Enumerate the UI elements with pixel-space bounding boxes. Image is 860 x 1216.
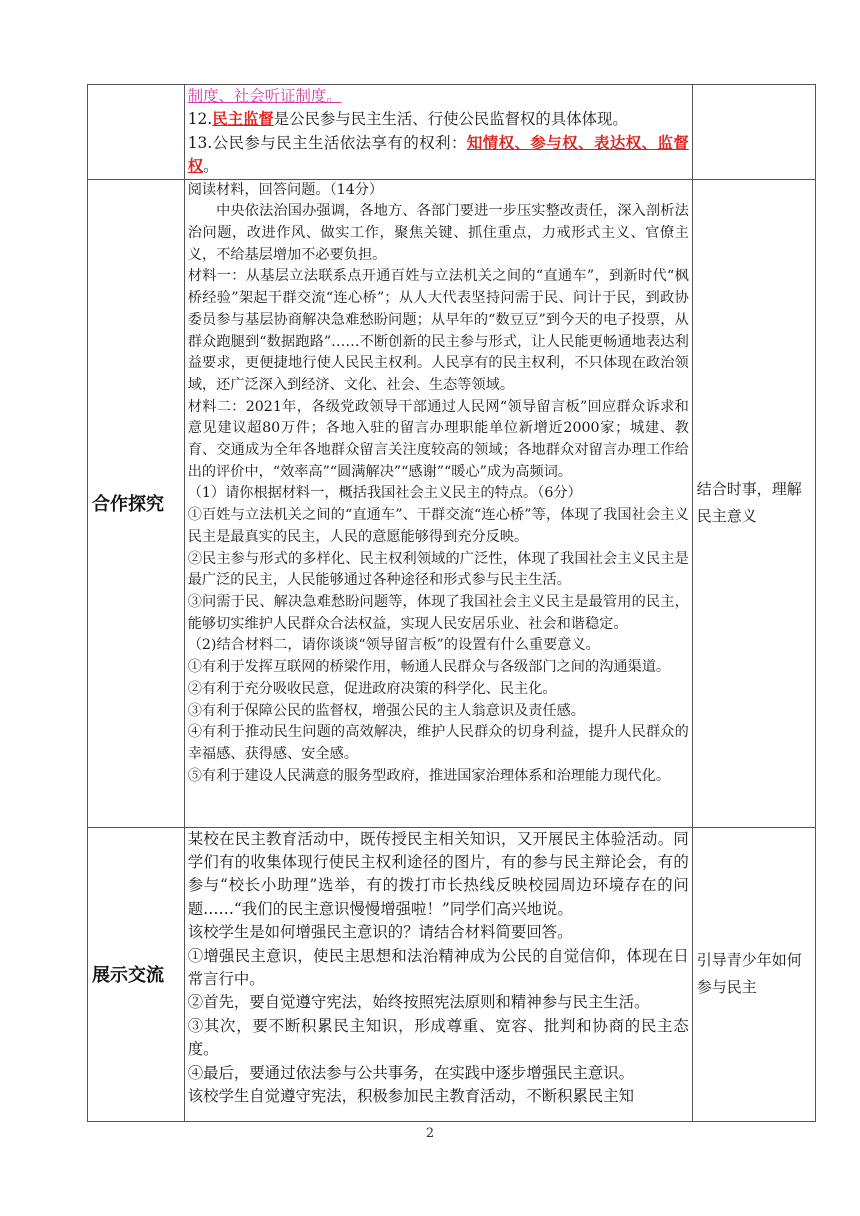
- answer-2-item: ③有利于保障公民的监督权，增强公民的主人翁意识及责任感。: [187, 702, 585, 719]
- knowledge-line-continued: 制度、社会听证制度。: [187, 87, 342, 105]
- answer-2-item: ①有利于发挥互联网的桥梁作用，畅通人民群众与各级部门之间的沟通渠道。: [187, 659, 671, 676]
- presentation-answer: ①增强民主意识，使民主思想和法治精神成为公民的自觉信仰，体现在日常言行中。: [187, 946, 689, 989]
- table-row-cooperative: [88, 179, 816, 827]
- design-note-cooperative: 结合时事，理解民主意义: [692, 179, 815, 827]
- section-label-presentation: 展示交流: [88, 827, 185, 1121]
- presentation-material: 某校在民主教育活动中，既传授民主相关知识，又开展民主体验活动。同学们有的收集体现行使民主权利途径的图片，有的参与民主辩论会，有的参与“校长小助理”选举，有的拨打市长热线反映校园周边环境存在的问题……“我们的民主意识慢慢增强啦！”同学们高兴地说。: [187, 829, 689, 918]
- table-row-knowledge: [88, 85, 816, 180]
- answer-2-item: ④有利于推动民生问题的高效解决，维护人民群众的切身利益，提升人民群众的幸福感、获得感、安全感。: [187, 724, 689, 762]
- section-label-cooperative: 合作探究: [88, 179, 185, 827]
- design-note-presentation: 引导青少年如何参与民主: [692, 827, 815, 1121]
- answer-1-item: ②民主参与形式的多样化、民主权利领域的广泛性，体现了我国社会主义民主是最广泛的民主，人民能够通过各种途径和形式参与民主生活。: [187, 550, 689, 589]
- question-two: （2)结合材料二，请你谈谈“领导留言板”的设置有什么重要意义。: [187, 637, 600, 654]
- lesson-table: [87, 84, 816, 1122]
- knowledge-item-12: 12.民主监督是公民参与民主生活、行使公民监督权的具体体现。: [187, 110, 628, 129]
- presentation-content: [184, 827, 692, 1121]
- answer-2-item: ②有利于充分吸收民意，促进政府决策的科学化、民主化。: [187, 680, 557, 697]
- presentation-answer: ②首先，要自觉遵守宪法，始终按照宪法原则和精神参与民主生活。: [187, 993, 650, 1012]
- question-one: （1）请你根据材料一，概括我国社会主义民主的特点。（6分）: [187, 485, 582, 502]
- presentation-answer: ④最后，要通过依法参与公共事务，在实践中逐步增强民主意识。: [187, 1063, 635, 1082]
- highlight-democratic-supervision: 民主监督: [212, 110, 274, 129]
- knowledge-cell: [184, 85, 692, 180]
- empty-left-cell: [88, 85, 185, 180]
- knowledge-item-13: 13.公民参与民主生活依法享有的权利：知情权、参与权、表达权、监督权。: [187, 133, 689, 176]
- answer-1-item: ①百姓与立法机关之间的“直通车”、干群交流“连心桥”等，体现了我国社会主义民主是最真实的民主，人民的意愿能够得到充分反映。: [187, 507, 689, 545]
- material-two: 材料二：2021年，各级党政领导干部通过人民网“领导留言板”回应群众诉求和意见建议超80万件；各地入驻的留言办理职能单位新增近2000家；城建、教育、交通成为全年各地群众留言关注度较高的领域；各地群众对留言办理工作给出的评价中，“效率高”“圆满解决”“感谢”“暖心”成为高频词。: [187, 398, 689, 480]
- context-paragraph: 中央依法治国办强调，各地方、各部门要进一步压实整改责任，深入剖析法治问题，改进作风、做实工作，聚焦关键、抓住重点，力戒形式主义、官僚主义，不给基层增加不必要负担。: [187, 203, 689, 263]
- answer-2-item: ⑤有利于建设人民满意的服务型政府，推进国家治理体系和治理能力现代化。: [187, 767, 671, 784]
- answer-1-item: ③问需于民、解决急难愁盼问题等，体现了我国社会主义民主是最管用的民主，能够切实维护人民群众合法权益，实现人民安居乐业、社会和谐稳定。: [187, 593, 689, 632]
- empty-right-cell: [692, 85, 815, 180]
- page-number: 2: [425, 1126, 435, 1141]
- question-intro: 阅读材料，回答问题。（14分）: [187, 181, 384, 198]
- table-row-presentation: [88, 827, 816, 1121]
- presentation-answer: 该校学生自觉遵守宪法，积极参加民主教育活动，不断积累民主知: [187, 1087, 635, 1106]
- presentation-question: 该校学生是如何增强民主意识的？请结合材料简要回答。: [187, 923, 573, 942]
- cooperative-content: [184, 179, 692, 827]
- material-one: 材料一：从基层立法联系点开通百姓与立法机关之间的“直通车”，到新时代“枫桥经验”架起干群交流“连心桥”；从人大代表坚持问需于民、问计于民，到政协委员参与基层协商解决急难愁盼问题；从早年的“数豆豆”到今天的电子投票，从群众跑腿到“数据跑路”……不断创新的民主参与形式，让人民能更畅通地表达利益要求，更便捷地行使人民民主权利。人民享有的民主权利，不只体现在政治领域，还广泛深入到经济、文化、社会、生态等领域。: [187, 268, 689, 393]
- highlight-citizen-rights: 知情权、参与权、表达权、监督权: [187, 133, 689, 176]
- presentation-answer: ③其次，要不断积累民主知识，形成尊重、宽容、批判和协商的民主态度。: [187, 1016, 689, 1059]
